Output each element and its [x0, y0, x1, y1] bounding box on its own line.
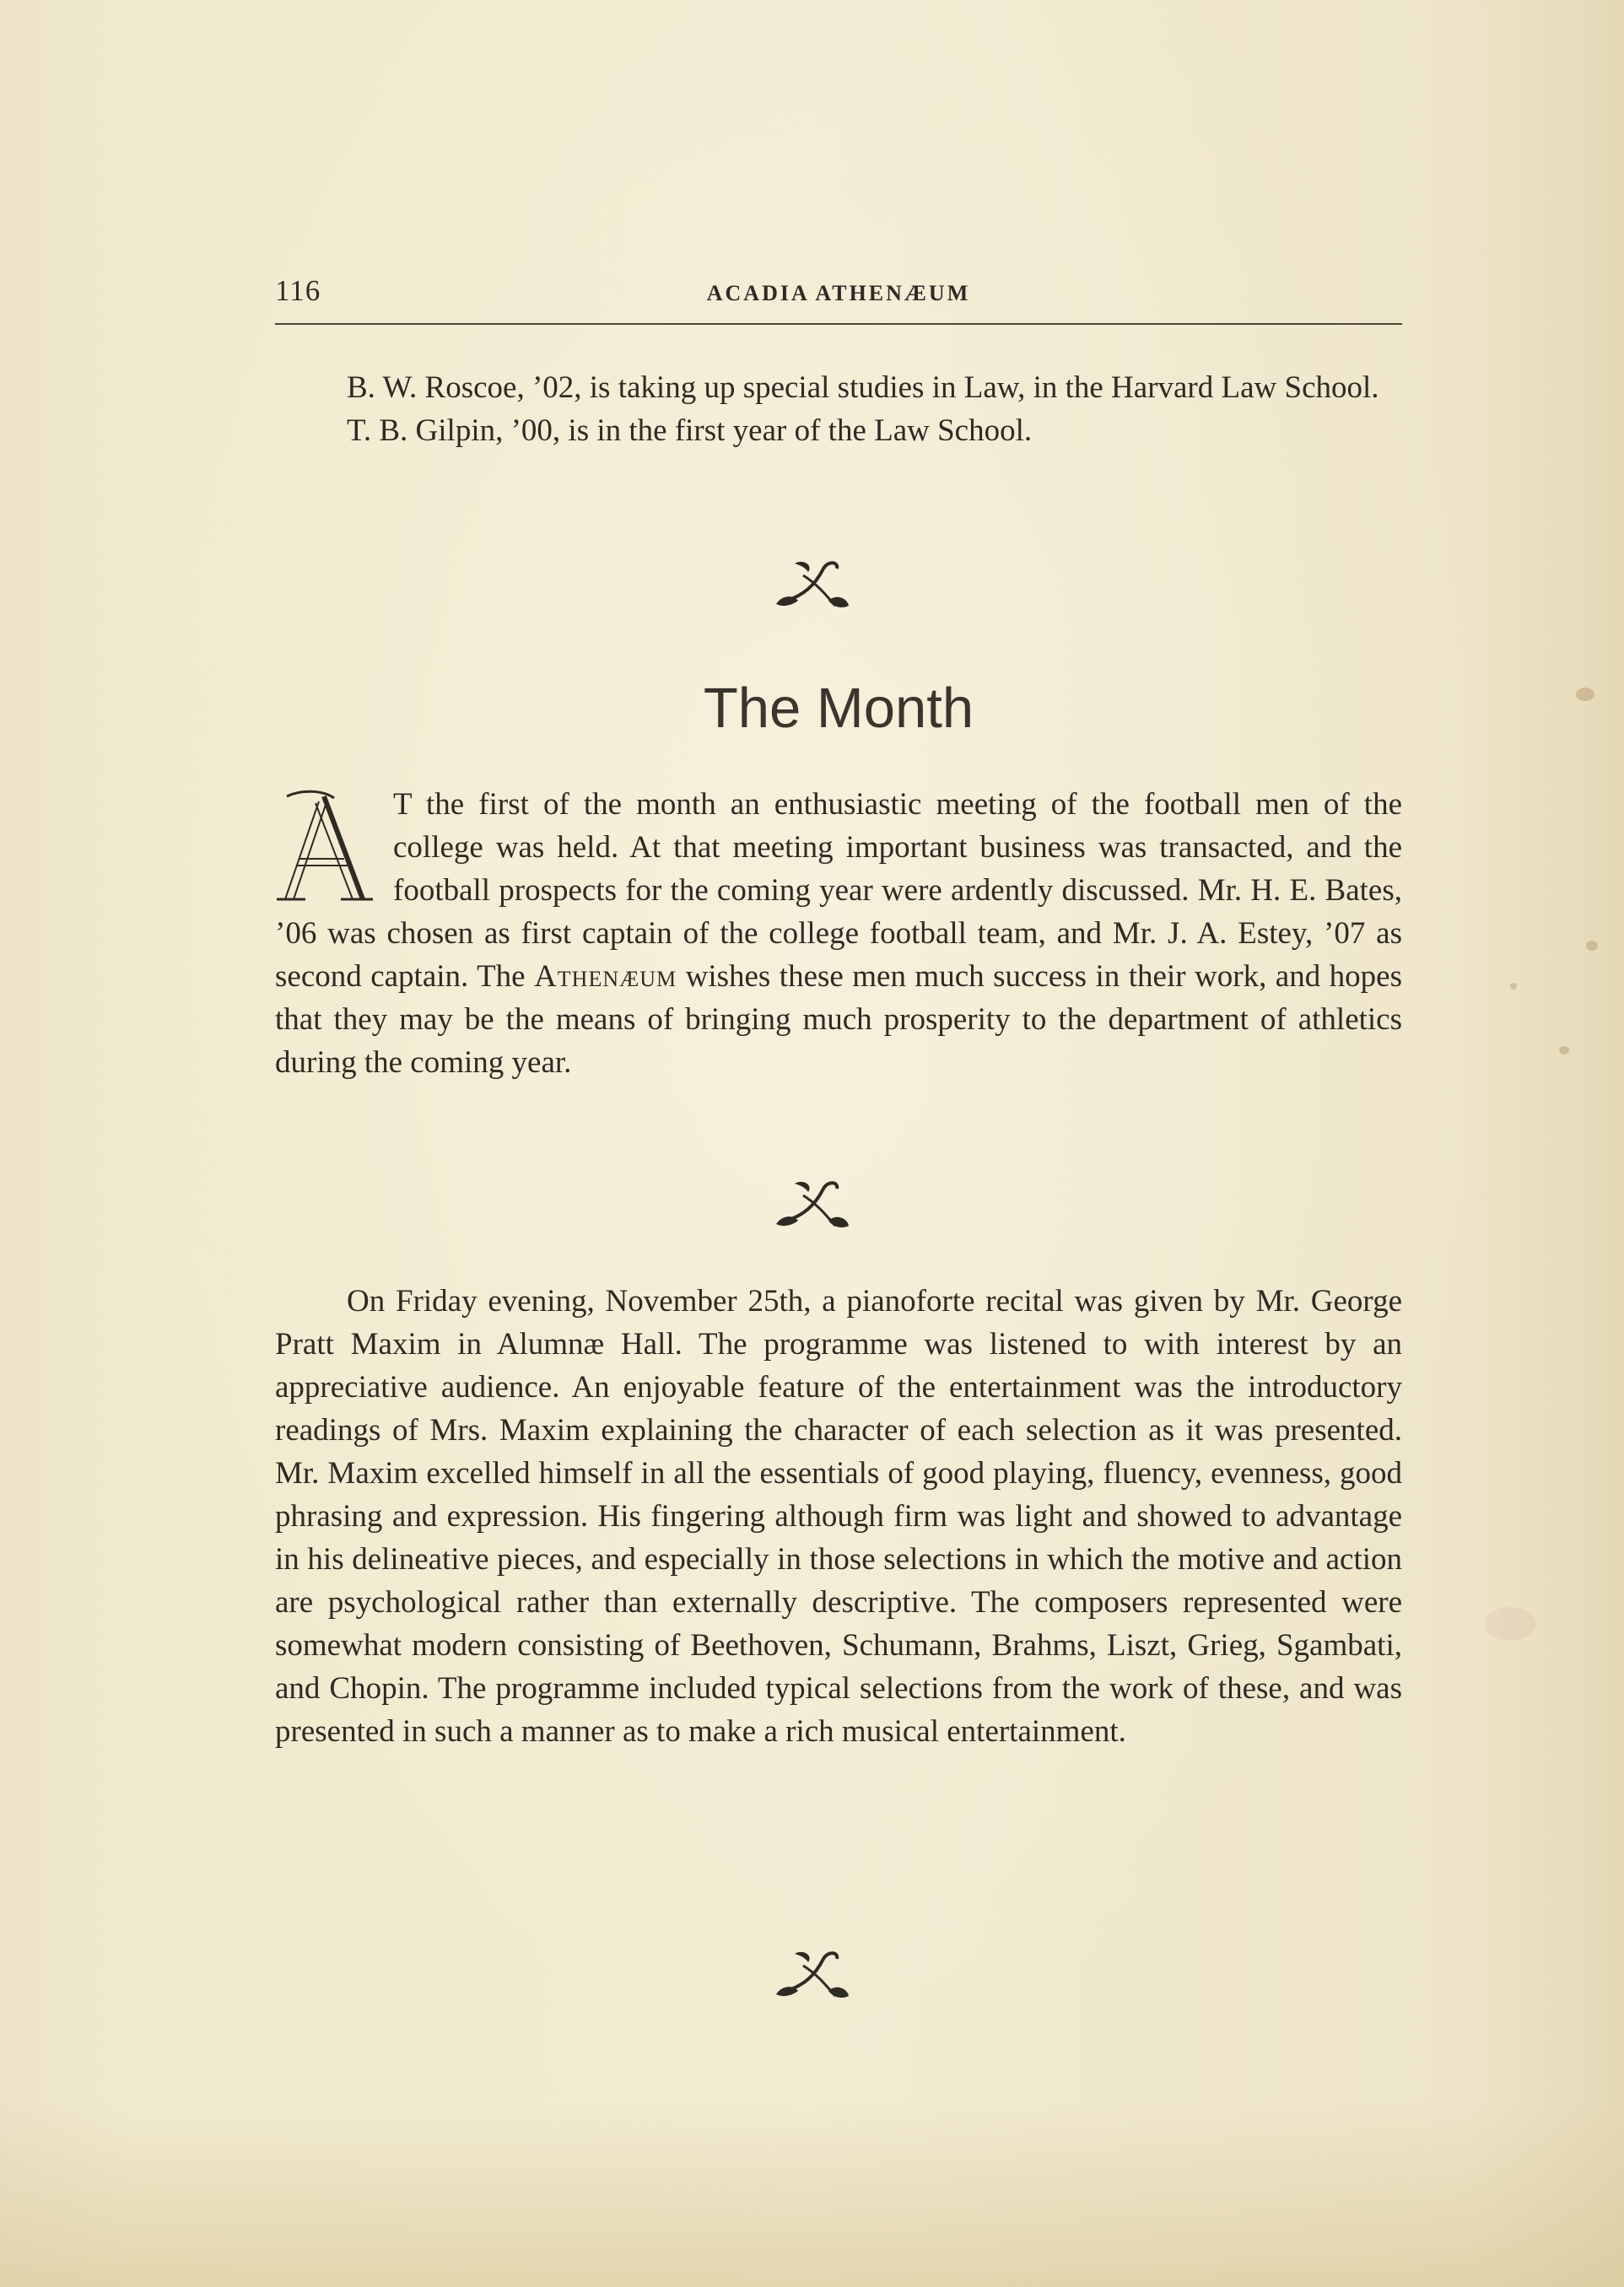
running-title: ACADIA ATHENÆUM [706, 281, 971, 305]
journal-name: Athenæum [534, 959, 677, 994]
note-paragraph: T. B. Gilpin, ’00, is in the first year of the Law School. [347, 413, 1033, 448]
note-paragraph: B. W. Roscoe, ’02, is taking up special studies in Law, in the Harvard Law School. [347, 370, 1379, 405]
recital-paragraph [275, 1280, 1402, 1753]
foxing-stain [1510, 983, 1517, 990]
month-paragraph [275, 783, 1402, 1084]
alumni-notes [275, 366, 1402, 452]
foxing-stain [1576, 688, 1594, 701]
section-title: The Month [703, 677, 974, 740]
page-header [275, 274, 1402, 325]
fleuron-icon [769, 1947, 854, 2006]
paragraph-text: On Friday evening, November 25th, a pianoforte recital was given by Mr. George Pratt Maxim in Alumnæ Hall. The programme was listened to with interest by an appreciative audience. An enjoyable feature of the entertainment was the introductory readings of Mrs. Maxim explaining the character of each selection as it was presented. Mr. Maxim excelled himself in all the essentials of good playing, fluency, evenness, good phrasing and expression. His fingering although firm was light and showed to advantage in his delineative pieces, and especially in those selections in which the motive and action are psychological rather than externally descriptive. The composers represented were somewhat modern consisting of Beethoven, Schumann, Brahms, Liszt, Grieg, Sgambati, and Chopin. The programme included typical selections from the work of these, and was presented in such a manner as to make a rich musical entertainment. [275, 1284, 1402, 1749]
fleuron-icon [769, 557, 854, 616]
paragraph-text: T the first of the month an enthusiastic meeting of the football men of the college was held. At that meeting important business was transacted, and the football prospects for the coming year were ardently discussed. Mr. H. E. Bates, ’06 was chosen as first captain of the college football team, and Mr. J. A. Estey, ’07 as second captain. The [275, 787, 1402, 994]
page-number: 116 [275, 274, 321, 307]
foxing-stain [1485, 1607, 1535, 1641]
drop-cap-letter [275, 788, 375, 904]
foxing-stain [1586, 941, 1598, 951]
paragraph-text: wishes these men much success in their work, and hopes that they may be the means of bringing much prosperity to the department of athletics during the coming year. [275, 959, 1402, 1080]
foxing-stain [1559, 1046, 1569, 1055]
fleuron-icon [769, 1177, 854, 1236]
